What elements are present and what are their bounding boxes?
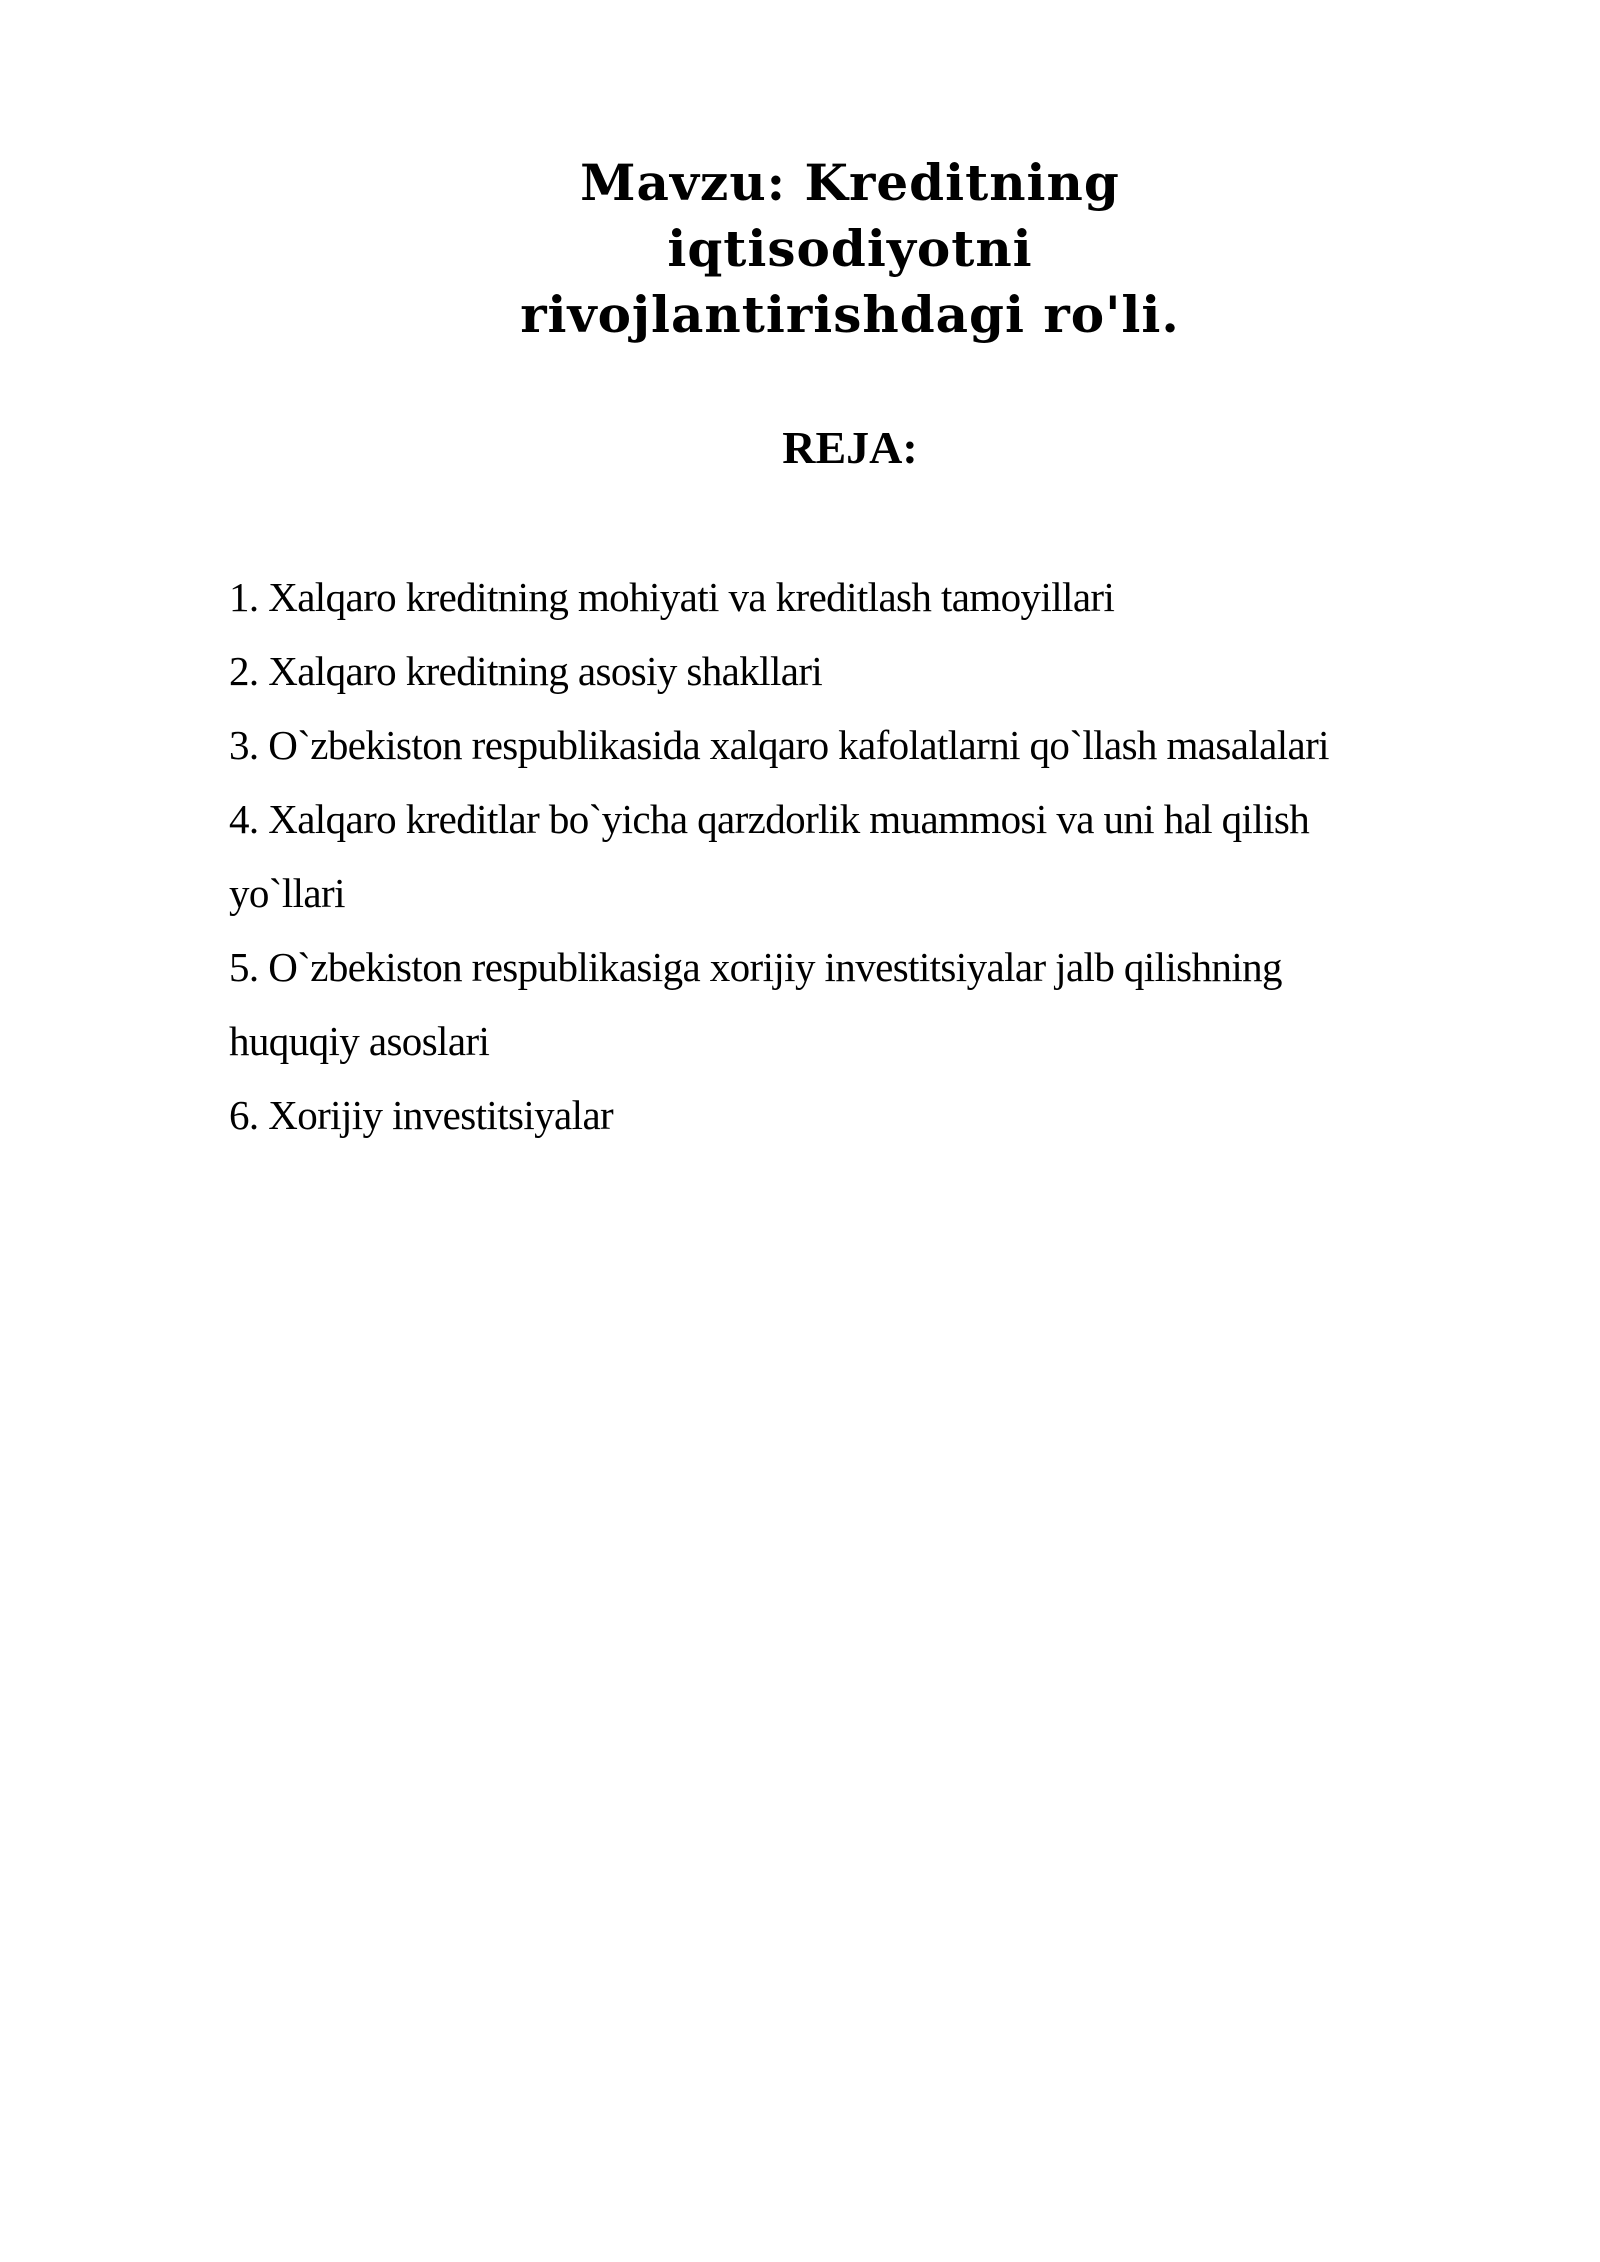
plan-item: 1. Xalqaro kreditning mohiyati va kreditlash tamoyillari — [229, 574, 1115, 620]
plan-list — [229, 560, 1409, 1152]
plan-item: 5. O`zbekiston respublikasiga xorijiy investitsiyalar jalb qilishning huquqiy asoslari — [229, 944, 1282, 1064]
plan-item: 3. O`zbekiston respublikasida xalqaro kafolatlarni qo`llash masalalari — [229, 722, 1329, 768]
plan-item: 6. Xorijiy investitsiyalar — [229, 1092, 614, 1138]
plan-heading: REJA: — [782, 422, 918, 473]
plan-item: 4. Xalqaro kreditlar bo`yicha qarzdorlik muammosi va uni hal qilish yo`llari — [229, 796, 1310, 916]
document-title: Mavzu: Kreditning iqtisodiyotni rivojlantirishdagi ro'li. — [520, 153, 1180, 344]
plan-item: 2. Xalqaro kreditning asosiy shakllari — [229, 648, 823, 694]
